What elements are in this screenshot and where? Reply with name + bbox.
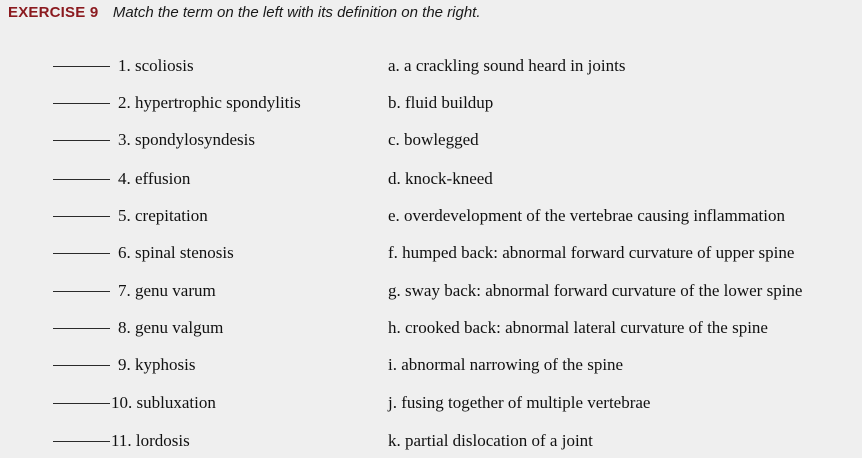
term-item: 7. genu varum xyxy=(118,281,216,300)
match-row xyxy=(0,392,862,416)
match-row xyxy=(0,205,862,229)
term-item: 4. effusion xyxy=(118,169,191,188)
match-row xyxy=(0,354,862,378)
definition-item: f. humped back: abnormal forward curvature of upper spine xyxy=(388,243,795,262)
definition-item: j. fusing together of multiple vertebrae xyxy=(388,393,651,412)
exercise-instruction: Match the term on the left with its definition on the right. xyxy=(112,4,481,21)
answer-blank[interactable] xyxy=(53,403,110,404)
answer-blank[interactable] xyxy=(53,365,110,366)
answer-blank[interactable] xyxy=(53,66,110,67)
answer-blank[interactable] xyxy=(53,103,110,104)
term-item: 10. subluxation xyxy=(111,393,216,412)
definition-item: d. knock-kneed xyxy=(388,169,493,188)
term-item: 5. crepitation xyxy=(118,206,208,225)
answer-blank[interactable] xyxy=(53,328,110,329)
answer-blank[interactable] xyxy=(53,140,110,141)
definition-item: b. fluid buildup xyxy=(388,93,494,112)
definition-item: e. overdevelopment of the vertebrae causing inflammation xyxy=(388,206,785,225)
term-item: 9. kyphosis xyxy=(118,355,196,374)
answer-blank[interactable] xyxy=(53,441,110,442)
definition-item: g. sway back: abnormal forward curvature of the lower spine xyxy=(388,281,803,300)
match-row xyxy=(0,55,862,79)
answer-blank[interactable] xyxy=(53,253,110,254)
term-item: 2. hypertrophic spondylitis xyxy=(118,93,301,112)
exercise-label: EXERCISE 9 xyxy=(8,4,99,21)
definition-item: a. a crackling sound heard in joints xyxy=(388,56,626,75)
match-row xyxy=(0,430,862,454)
match-row xyxy=(0,168,862,192)
definition-item: i. abnormal narrowing of the spine xyxy=(388,355,624,374)
answer-blank[interactable] xyxy=(53,179,110,180)
term-item: 3. spondylosyndesis xyxy=(118,130,255,149)
term-item: 1. scoliosis xyxy=(118,56,194,75)
match-row xyxy=(0,92,862,116)
exercise-header xyxy=(8,4,481,24)
definition-item: k. partial dislocation of a joint xyxy=(388,431,593,450)
answer-blank[interactable] xyxy=(53,291,110,292)
definition-item: h. crooked back: abnormal lateral curvature of the spine xyxy=(388,318,768,337)
definition-item: c. bowlegged xyxy=(388,130,479,149)
match-row xyxy=(0,280,862,304)
match-row xyxy=(0,242,862,266)
term-item: 6. spinal stenosis xyxy=(118,243,234,262)
match-row xyxy=(0,129,862,153)
match-row xyxy=(0,317,862,341)
term-item: 11. lordosis xyxy=(111,431,190,450)
term-item: 8. genu valgum xyxy=(118,318,224,337)
answer-blank[interactable] xyxy=(53,216,110,217)
